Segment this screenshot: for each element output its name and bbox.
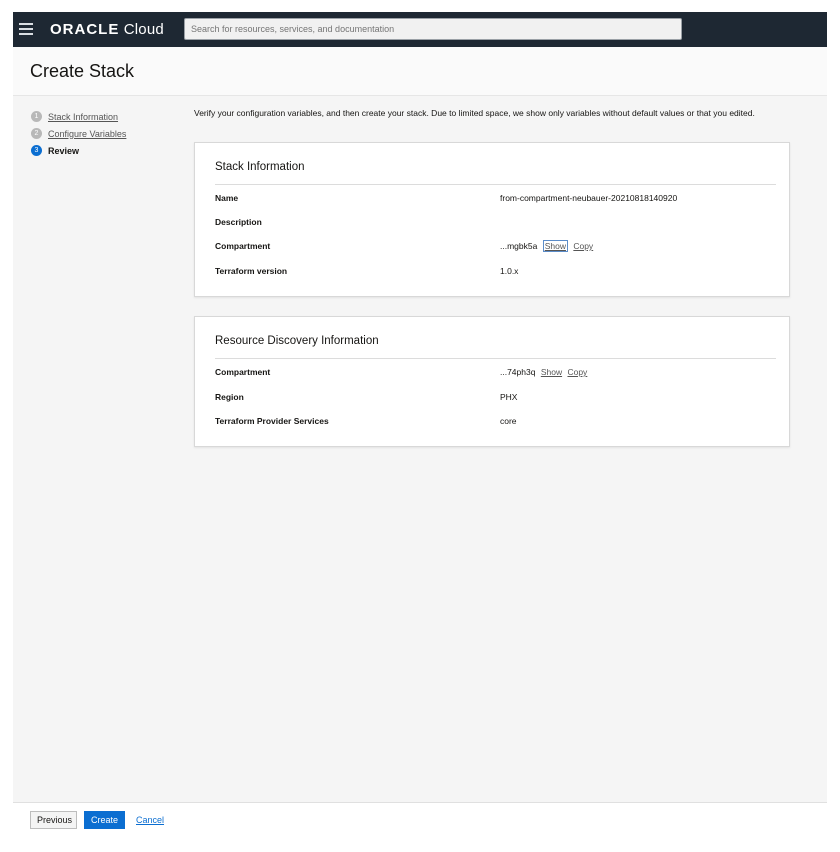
step-number-icon: 3 <box>31 145 42 156</box>
step-number-icon: 2 <box>31 128 42 139</box>
name-value: from-compartment-neubauer-20210818140920 <box>500 193 678 203</box>
divider <box>215 358 776 359</box>
region-row <box>215 390 776 404</box>
step-label[interactable]: Stack Information <box>48 111 119 122</box>
search-input[interactable] <box>184 18 682 40</box>
previous-button[interactable]: Previous <box>30 811 77 829</box>
stack-information-panel <box>194 142 790 297</box>
intro-text: Verify your configuration variables, and then create your stack. Due to limited space, we show only variables without default values or that you edited. <box>194 108 755 118</box>
step-number-icon: 1 <box>31 111 42 122</box>
panel-title: Resource Discovery Information <box>215 335 379 347</box>
provider-services-row <box>215 414 776 428</box>
terraform-version-row <box>215 264 776 278</box>
region-label: Region <box>215 392 244 402</box>
oracle-cloud-logo[interactable] <box>50 21 164 38</box>
terraform-version-value: 1.0.x <box>500 266 519 276</box>
page-header <box>13 47 827 96</box>
logo-product: Cloud <box>119 21 164 38</box>
step-configure-variables[interactable] <box>31 125 181 142</box>
show-link[interactable]: Show <box>540 367 563 377</box>
name-label: Name <box>215 193 239 203</box>
step-stack-information[interactable] <box>31 108 181 125</box>
compartment-value: ...mgbk5a <box>500 241 538 251</box>
compartment-label: Compartment <box>215 241 271 251</box>
copy-link[interactable]: Copy <box>567 367 588 377</box>
resource-discovery-panel <box>194 316 790 447</box>
name-row <box>215 191 776 205</box>
step-review <box>31 142 181 159</box>
description-row <box>215 215 776 229</box>
step-label: Review <box>48 145 80 156</box>
wizard-steps <box>31 108 181 159</box>
menu-icon[interactable] <box>19 23 33 35</box>
page-title: Create Stack <box>30 61 135 81</box>
rd-compartment-label: Compartment <box>215 367 271 377</box>
rd-compartment-value-group <box>500 367 587 377</box>
rd-compartment-row <box>215 365 776 379</box>
create-button[interactable]: Create <box>84 811 125 829</box>
provider-services-label: Terraform Provider Services <box>215 416 329 426</box>
compartment-value-group <box>500 241 593 251</box>
step-label[interactable]: Configure Variables <box>48 128 127 139</box>
wizard-footer <box>13 802 827 838</box>
region-value: PHX <box>500 392 518 402</box>
description-label: Description <box>215 217 262 227</box>
terraform-version-label: Terraform version <box>215 266 288 276</box>
divider <box>215 184 776 185</box>
cancel-link[interactable]: Cancel <box>136 815 165 825</box>
compartment-row <box>215 239 776 253</box>
app-frame <box>13 12 827 838</box>
show-link[interactable]: Show <box>544 241 566 251</box>
copy-link[interactable]: Copy <box>573 241 594 251</box>
rd-compartment-value: ...74ph3q <box>500 367 536 377</box>
provider-services-value: core <box>500 416 517 426</box>
top-navigation-bar <box>13 12 827 47</box>
logo-brand: ORACLE <box>50 21 120 38</box>
panel-title: Stack Information <box>215 161 305 173</box>
